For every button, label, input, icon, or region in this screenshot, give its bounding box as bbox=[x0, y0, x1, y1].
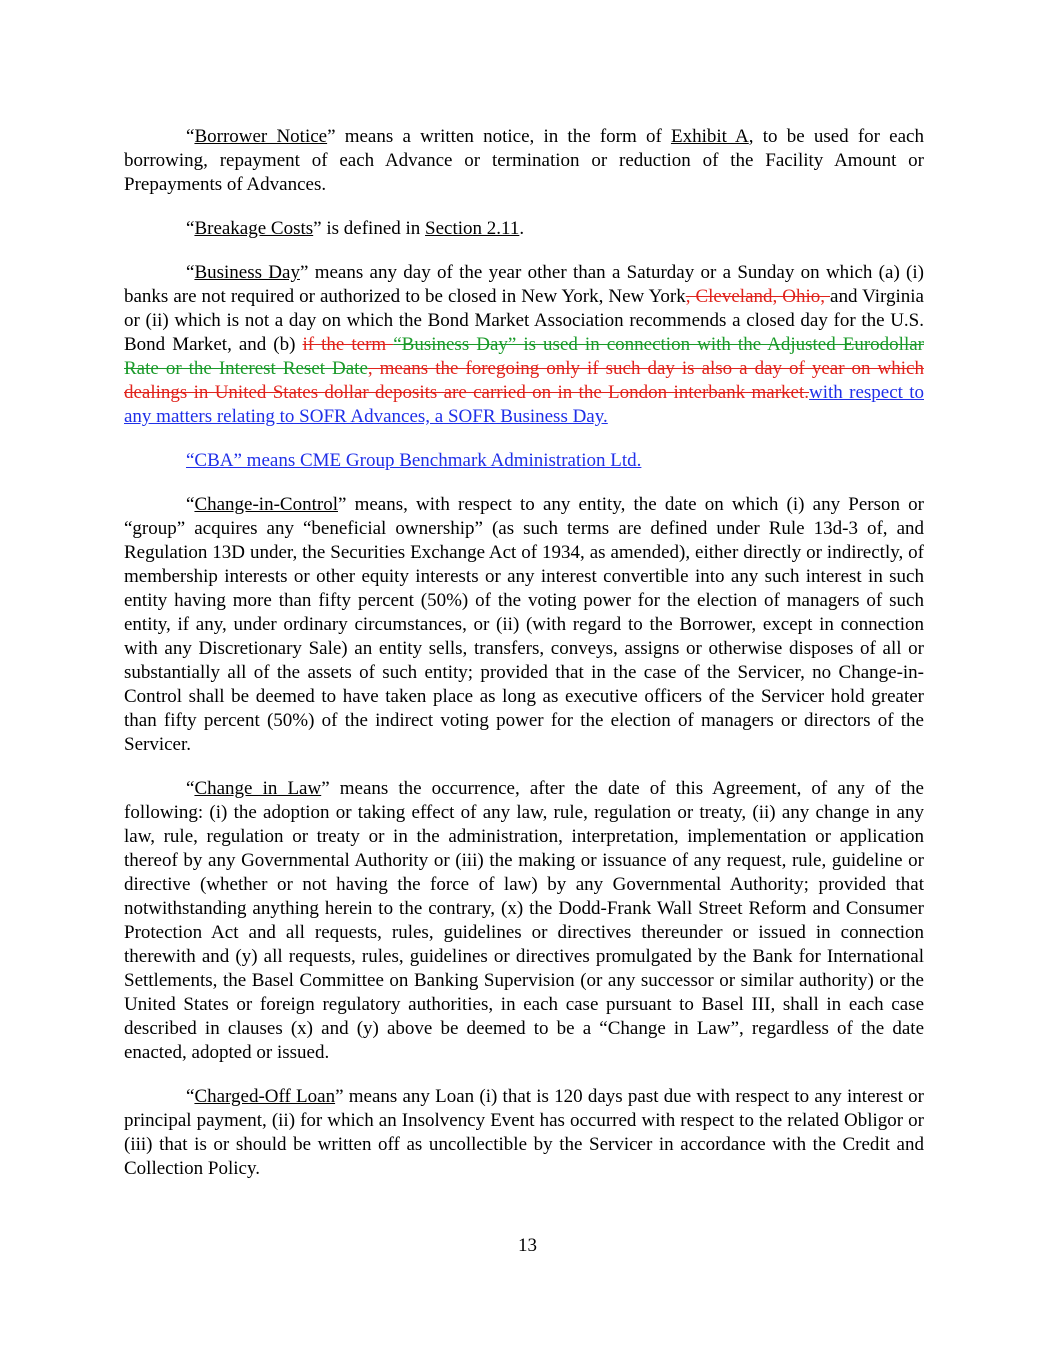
defined-term: Change-in-Control bbox=[194, 494, 338, 515]
definition-text: ” is defined in bbox=[313, 218, 426, 239]
defined-term: Breakage Costs bbox=[194, 218, 314, 239]
definition-change-in-control bbox=[124, 493, 924, 757]
open-quote: “ bbox=[186, 218, 195, 239]
inserted-text: “CBA” means CME Group Benchmark Administration Ltd. bbox=[186, 450, 642, 471]
open-quote: “ bbox=[186, 1086, 195, 1107]
definition-text: ” means, with respect to any entity, the date on which (i) any Person or “group” acquires any “beneficial ownership” (as such terms are defined under Rule 13d-3 of, and Regulation 13D under, the Securities Exchange Act of 1934, as amended), either directly or indirectly, of membership interests or other equity interests or any interest convertible into any such interest in such entity having more than fifty percent (50%) of the voting power for the election of managers of such entity, if any, under ordinary circumstances, or (ii) (with regard to the Borrower, except in connection with any Discretionary Sale) an entity sells, transfers, conveys, assigns or otherwise disposes of all or substantially all of the assets of such entity; provided that in the case of the Servicer, no Change-in-Control shall be deemed to have taken place as long as executive officers of the Servicer hold greater than fifty percent (50%) of the indirect voting power for the election of managers or directors of the Servicer. bbox=[124, 494, 924, 755]
open-quote: “ bbox=[186, 262, 195, 283]
definition-text: , to be used for each borrowing, repayment of each Advance or termination or reduction of the Facility Amount or Prepayments of Advances. bbox=[124, 126, 924, 195]
definition-breakage-costs bbox=[124, 217, 924, 241]
definition-business-day bbox=[124, 261, 924, 429]
definition-text: . bbox=[519, 218, 525, 239]
cross-reference: Section 2.11 bbox=[425, 218, 520, 239]
document-page bbox=[124, 125, 924, 1201]
deleted-text: if the term bbox=[302, 334, 394, 355]
page-number: 13 bbox=[518, 1235, 537, 1256]
cross-reference: Exhibit A bbox=[670, 126, 749, 147]
open-quote: “ bbox=[186, 494, 195, 515]
open-quote: “ bbox=[186, 778, 195, 799]
definition-change-in-law bbox=[124, 777, 924, 1065]
defined-term: Charged-Off Loan bbox=[194, 1086, 336, 1107]
definition-text: ” means any Loan (i) that is 120 days past due with respect to any interest or principal payment, (ii) for which an Insolvency Event has occurred with respect to the related Obligor or (iii) that is or should be written off as uncollectible by the Servicer in accordance with the Credit and Collection Policy. bbox=[124, 1086, 924, 1179]
inserted-text: with respect to any matters relating to SOFR Advances, a SOFR Business Day. bbox=[124, 382, 924, 427]
defined-term: Borrower Notice bbox=[194, 126, 328, 147]
defined-term: Business Day bbox=[194, 262, 300, 283]
definition-borrower-notice bbox=[124, 125, 924, 197]
deleted-text: , means the foregoing only if such day is also a day of year on which dealings in United States dollar deposits are carried on in the London interbank market. bbox=[124, 358, 924, 403]
definition-text: and Virginia or (ii) which is not a day on which the Bond Market Association recommends a closed day for the U.S. Bond Market, and (b) bbox=[124, 286, 924, 355]
deleted-text: , Cleveland, Ohio, bbox=[685, 286, 831, 307]
defined-term: Change in Law bbox=[194, 778, 322, 799]
definition-text: ” means a written notice, in the form of bbox=[327, 126, 671, 147]
open-quote: “ bbox=[186, 126, 195, 147]
definition-cba bbox=[124, 449, 924, 473]
definition-text: ” means the occurrence, after the date of this Agreement, of any of the following: (i) the adoption or taking effect of any law, rule, regulation or treaty, (ii) any change in any law, rule, regulation or treaty or in the administration, interpretation, implementation or application thereof by any Governmental Authority or (iii) the making or issuance of any request, rule, guideline or directive (whether or not having the force of law) by any Governmental Authority; provided that notwithstanding anything herein to the contrary, (x) the Dodd-Frank Wall Street Reform and Consumer Protection Act and all requests, rules, guidelines or directives thereunder or issued in connection therewith and (y) all requests, rules, guidelines or directives promulgated by the Bank for International Settlements, the Basel Committee on Banking Supervision (or any successor or similar authority) or the United States or foreign regulatory authorities, in each case pursuant to Basel III, shall in each case described in clauses (x) and (y) above be deemed to be a “Change in Law”, regardless of the date enacted, adopted or issued. bbox=[124, 778, 924, 1063]
definition-charged-off-loan bbox=[124, 1085, 924, 1181]
moved-deleted-text: “Business Day” is used in connection with the Adjusted Eurodollar Rate or the Interest Reset Date bbox=[124, 334, 924, 379]
definition-text: ” means any day of the year other than a Saturday or a Sunday on which (a) (i) banks are not required or authorized to be closed in New York, New York bbox=[124, 262, 924, 307]
